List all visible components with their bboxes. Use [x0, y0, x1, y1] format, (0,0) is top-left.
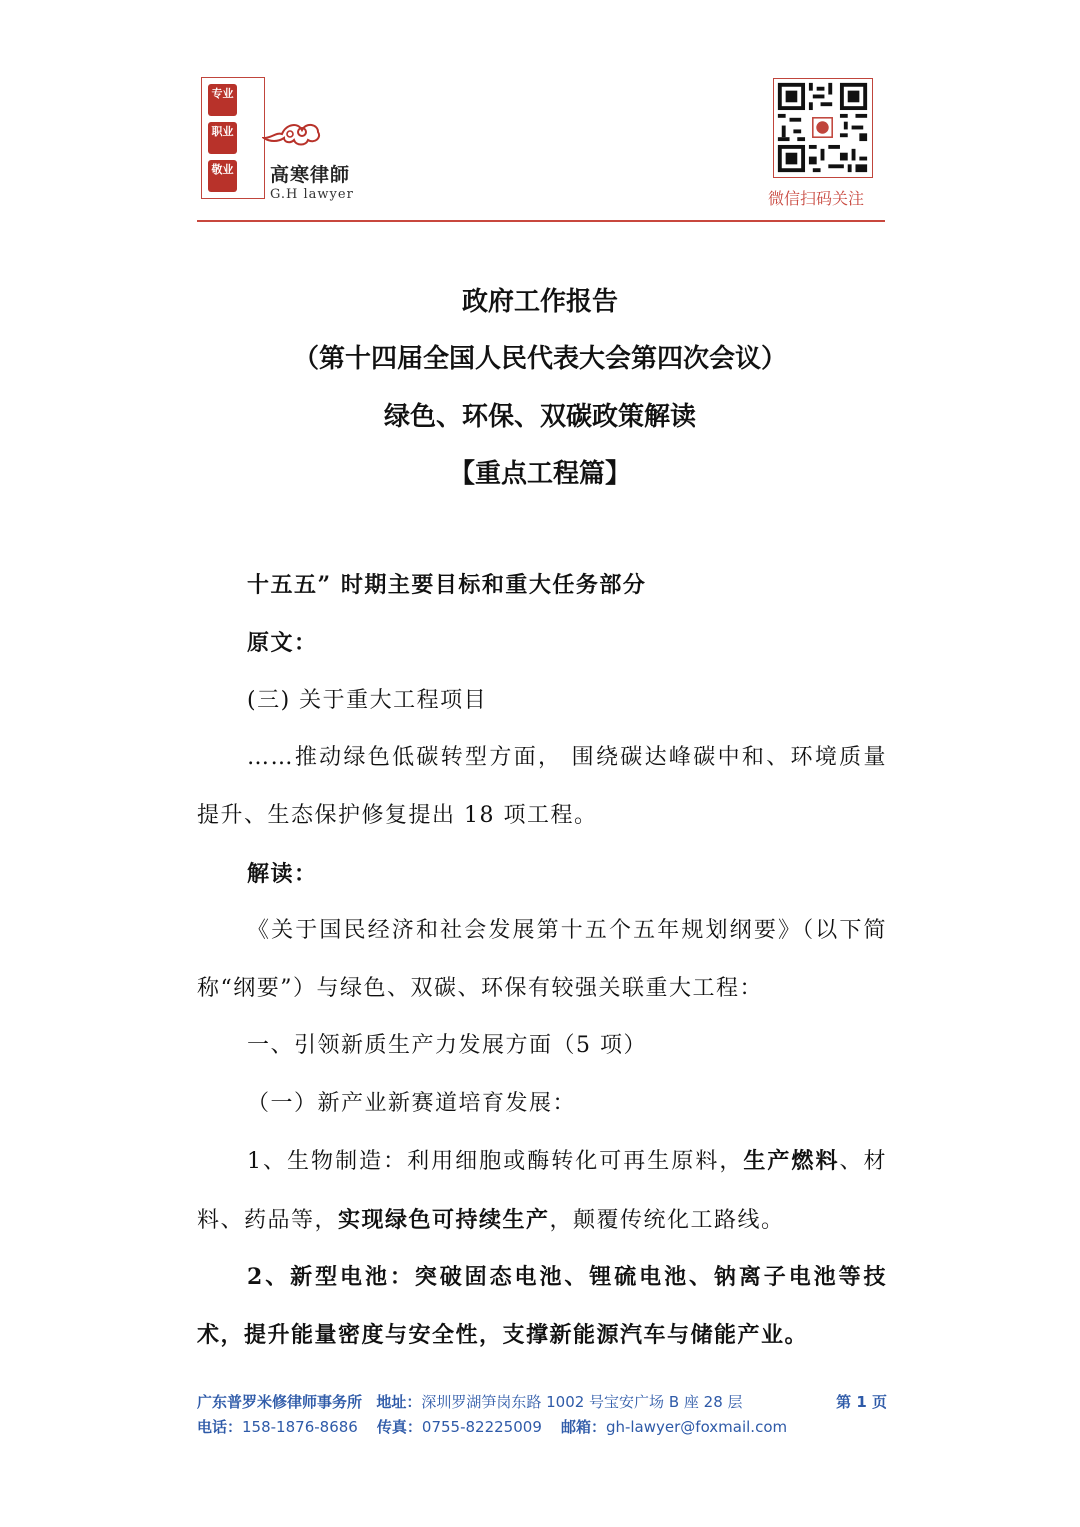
item1-text-a: 1、生物制造：利用细胞或酶转化可再生原料， — [247, 1149, 744, 1174]
qr-caption: 微信扫码关注 — [768, 189, 865, 208]
item1-text-c: 、材料、药品等， — [197, 1149, 887, 1233]
original-label: 原文： — [247, 630, 318, 656]
footer-page-number: 第 1 页 — [836, 1393, 887, 1411]
sub1-heading: （一）新产业新赛道培育发展： — [247, 1091, 577, 1116]
footer-fax-label: 传真： — [376, 1418, 422, 1436]
logo-seal-frame — [201, 77, 265, 199]
item1-text-e: ，颠覆传统化工路线。 — [549, 1208, 785, 1233]
item2-paragraph: 2、新型电池：突破固态电池、锂硫电池、钠离子电池等技术，提升能量密度与安全性，支撑新能源汽车与储能产业。 — [197, 1264, 887, 1348]
seal-dedication: 敬业 — [208, 160, 237, 192]
footer-firm: 广东普罗米修律师事务所 — [197, 1393, 363, 1411]
firm-name-cn: 高寒律師 — [270, 164, 351, 186]
footer-email[interactable]: gh-lawyer@foxmail.com — [605, 1418, 788, 1436]
doc-subtitle-topic: 绿色、环保、双碳政策解读 — [383, 402, 696, 432]
interpretation-label: 解读： — [247, 861, 318, 887]
footer-fax: 0755-82225009 — [421, 1418, 542, 1436]
item1-paragraph — [197, 1132, 887, 1250]
doc-subtitle-section: 【重点工程篇】 — [448, 459, 631, 489]
doc-title: 政府工作报告 — [461, 287, 618, 317]
seal-career: 职业 — [208, 122, 237, 154]
original-text: ……推动绿色低碳转型方面， 围绕碳达峰碳中和、环境质量提升、生态保护修复提出 18 项工程。 — [197, 745, 887, 828]
doc-subtitle-session: （第十四届全国人民代表大会第四次会议） — [292, 344, 787, 374]
header-divider — [197, 220, 885, 222]
original-item: (三) 关于重大工程项目 — [247, 688, 488, 713]
section-heading: 十五五” 时期主要目标和重大任务部分 — [247, 572, 647, 598]
firm-name-en: G.H lawyer — [270, 187, 354, 202]
item1-text-bold-1: 生产燃料 — [743, 1148, 840, 1174]
seal-professional: 专业 — [208, 84, 237, 116]
qr-code-icon — [774, 79, 871, 176]
footer-address-label: 地址： — [376, 1393, 422, 1411]
wechat-qr-code[interactable] — [773, 78, 873, 178]
footer-phone-label: 电话： — [197, 1418, 243, 1436]
footer-line-1 — [197, 1391, 887, 1412]
footer-email-label: 邮箱： — [560, 1418, 606, 1436]
part1-heading: 一、引领新质生产力发展方面（5 项） — [247, 1033, 647, 1058]
footer-line-2 — [197, 1416, 887, 1437]
footer-address: 深圳罗湖笋岗东路 1002 号宝安广场 B 座 28 层 — [421, 1393, 743, 1411]
intro-paragraph: 《关于国民经济和社会发展第十五个五年规划纲要》（以下简称“纲要”）与绿色、双碳、环保有较强关联重大工程： — [197, 918, 887, 1001]
footer-phone[interactable]: 158-1876-8686 — [242, 1418, 358, 1436]
cloud-ornament-icon — [262, 112, 322, 152]
item1-text-bold-2: 实现绿色可持续生产 — [338, 1207, 550, 1233]
